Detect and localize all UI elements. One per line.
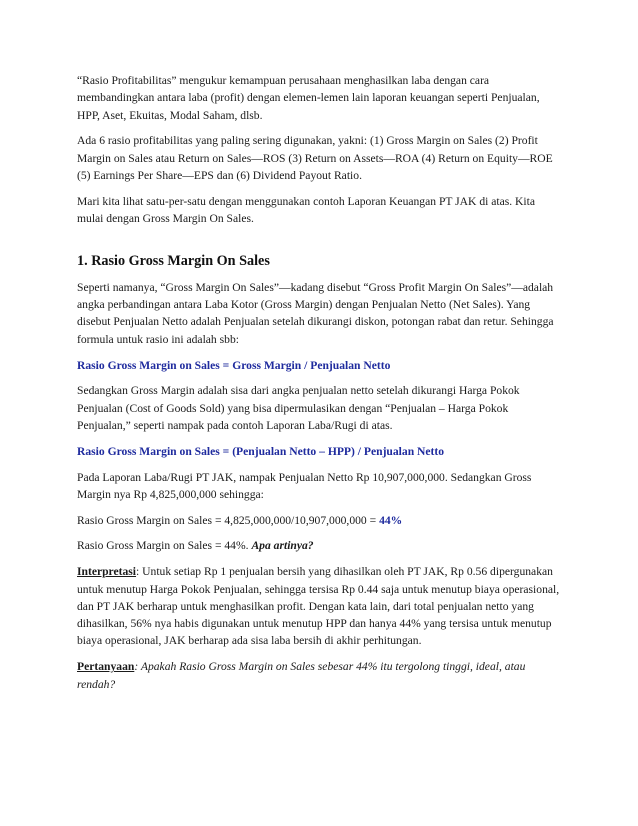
intro-paragraph: “Rasio Profitabilitas” mengukur kemampuan perusahaan menghasilkan laba dengan cara membandingkan antara laba (profit) dengan elemen-lemen lain laporan keuangan seperti Penjualan, HPP, Aset, Ekuitas, Modal Saham, dlsb. (77, 74, 540, 122)
definition-paragraph: Seperti namanya, “Gross Margin On Sales”—kadang disebut “Gross Profit Margin On Sales”—adalah angka perbandingan antara Laba Kotor (Gross Margin) dengan Penjualan Netto (Net Sales). Yang disebut Penjualan Netto adalah Penjualan setelah dikurangi diskon, potongan rabat dan retur. Sehingga formula untuk rasio ini adalah sbb: (77, 280, 554, 346)
question-text: : Apakah Rasio Gross Margin on Sales sebesar 44% itu tergolong tinggi, ideal, atau rendah? (77, 660, 526, 691)
result-text: Rasio Gross Margin on Sales = 44%. (77, 539, 252, 553)
transition-paragraph: Mari kita lihat satu-per-satu dengan menggunakan contoh Laporan Keuangan PT JAK di atas. Kita mulai dengan Gross Margin On Sales. (77, 194, 536, 226)
calculation-line (77, 512, 563, 529)
interpretation-paragraph (77, 563, 563, 649)
data-paragraph: Pada Laporan Laba/Rugi PT JAK, nampak Penjualan Netto Rp 10,907,000,000. Sedangkan Gross Margin nya Rp 4,825,000,000 sehingga: (77, 470, 532, 501)
result-question: Apa artinya? (251, 539, 314, 553)
interpretation-text: : Untuk setiap Rp 1 penjualan bersih yang dihasilkan oleh PT JAK, Rp 0.56 dipergunakan untuk menutup Harga Pokok Penjualan, sehingga tersisa Rp 0.44 saja untuk menutup biaya operasional, dan PT JAK berharap untuk menghasilkan profit. Dengan kata lain, dari total penjualan netto yang dihasilkan, 56% nya habis digunakan untuk menutup HPP dan hanya 44% yang tersisa untuk menutup biaya operasional, JAK berharap ada sisa laba bersih di akhir perhitungan. (77, 565, 560, 648)
result-line (77, 537, 563, 554)
interpretation-label: Interpretasi (77, 565, 137, 579)
section-heading: 1. Rasio Gross Margin On Sales (77, 253, 270, 270)
question-paragraph (77, 658, 563, 693)
document-page (77, 72, 563, 693)
calculation-result: 44% (379, 513, 403, 527)
formula-2: Rasio Gross Margin on Sales = (Penjualan Netto – HPP) / Penjualan Netto (77, 444, 445, 458)
question-label: Pertanyaan (77, 660, 135, 674)
formula-1: Rasio Gross Margin on Sales = Gross Margin / Penjualan Netto (77, 358, 391, 372)
gross-margin-paragraph: Sedangkan Gross Margin adalah sisa dari angka penjualan netto setelah dikurangi Harga Pokok Penjualan (Cost of Goods Sold) yang bisa dipermulasikan dengan “Penjualan – Harga Pokok Penjualan,” seperti nampak pada contoh Laporan Laba/Rugi di atas. (77, 384, 520, 432)
calculation-text: Rasio Gross Margin on Sales = 4,825,000,000/10,907,000,000 = (77, 513, 380, 527)
ratio-list-paragraph: Ada 6 rasio profitabilitas yang paling sering digunakan, yakni: (1) Gross Margin on Sales (2) Profit Margin on Sales atau Return on Sales—ROS (3) Return on Assets—ROA (4) Return on Equity—ROE (5) Earnings Per Share—EPS dan (6) Dividend Payout Ratio. (77, 134, 553, 182)
